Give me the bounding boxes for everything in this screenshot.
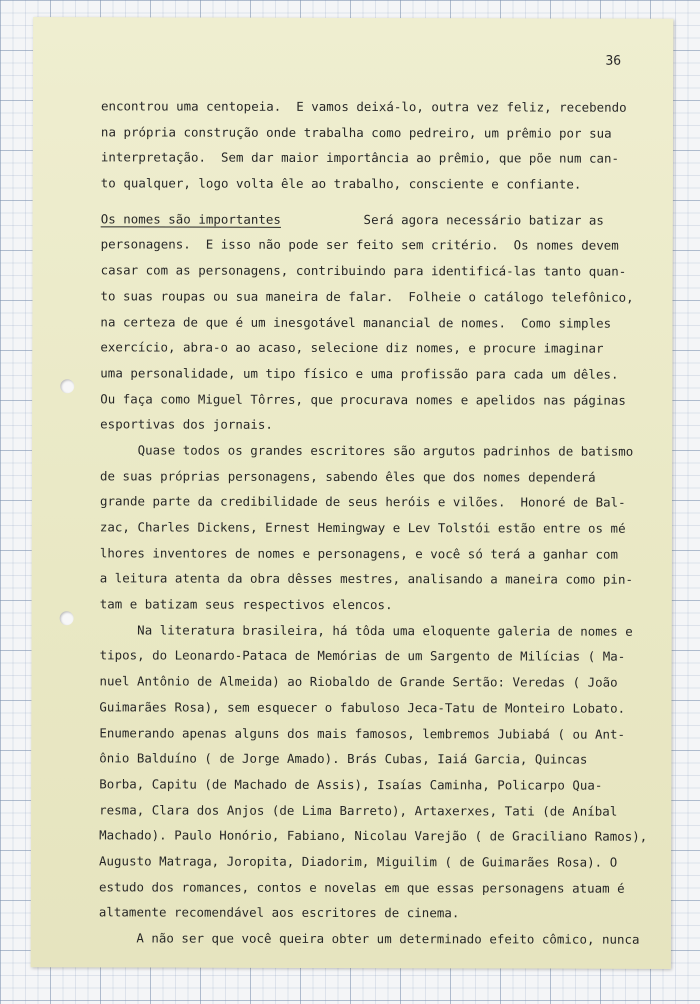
text-line: Enumerando apenas alguns dos mais famosos, lembremos Jubiabá ( ou Ant- xyxy=(99,724,626,742)
text-line: Quase todos os grandes escritores são argutos padrinhos de batismo xyxy=(100,442,634,459)
text-line: Machado). Paulo Honório, Fabiano, Nicolau Varejão ( de Graciliano Ramos), xyxy=(99,827,648,845)
text-line: a leitura atenta da obra dêsses mestres, analisando a maneira como pin- xyxy=(99,570,633,588)
text-line: personagens. E isso não pode ser feito sem critério. Os nomes devem xyxy=(100,236,619,254)
text-line: interpretação. Sem dar maior importância ao prêmio, que põe num can- xyxy=(100,149,620,167)
typed-text-body xyxy=(98,93,648,952)
paper-sheet xyxy=(31,17,673,969)
text-line: A não ser que você queira obter um determinado efeito cômico, nunca xyxy=(98,930,640,947)
text-line: tipos, do Leonardo-Pataca de Memórias de um Sargento de Milícias ( Ma- xyxy=(99,647,626,665)
text-line: zac, Charles Dickens, Ernest Hemingway e Lev Tolstói estão entre os mé xyxy=(99,519,626,536)
text-line: exercício, abra-o ao acaso, selecione diz nomes, e procure imaginar xyxy=(100,339,604,356)
text-line: na própria construção onde trabalha como pedreiro, um prêmio por sua xyxy=(100,124,612,141)
section-heading-line xyxy=(101,206,631,233)
punch-hole xyxy=(60,379,74,393)
text-line: Na literatura brasileira, há tôda uma eloquente galeria de nomes e xyxy=(99,622,633,639)
text-line: to qualquer, logo volta êle ao trabalho, consciente e confiante. xyxy=(100,175,582,192)
text-line: nuel Antônio de Almeida) ao Riobaldo de Grande Sertão: Veredas ( João xyxy=(99,673,618,690)
punch-hole xyxy=(60,611,74,625)
text-line: encontrou uma centopeia. E vamos deixá-lo, outra vez feliz, recebendo xyxy=(100,98,627,115)
text-line: na certeza de que é um inesgotável manancial de nomes. Como simples xyxy=(100,313,612,331)
text-line: Guimarães Rosa), sem esquecer o fabuloso Jeca-Tatu de Monteiro Lobato. xyxy=(99,699,626,716)
section-heading: Os nomes são importantes xyxy=(100,211,281,227)
text-line: resma, Clara dos Anjos (de Lima Barreto), Artaxerxes, Tati (de Aníbal xyxy=(99,801,618,819)
text-line: Borba, Capitu (de Machado de Assis), Isaías Caminha, Policarpo Qua- xyxy=(99,776,603,793)
text-line: casar com as personagens, contribuindo para identificá-las tanto quan- xyxy=(100,262,627,279)
text-line: lhores inventores de nomes e personagens, e você só terá a ganhar com xyxy=(99,545,619,562)
section-heading-rest: Será agora necessário batizar as xyxy=(280,211,604,228)
text-line: altamente recomendável aos escritores de cinema. xyxy=(98,904,460,921)
text-line: grande parte da credibilidade de seus heróis e vilões. Honoré de Bal- xyxy=(99,493,626,511)
text-line: Ou faça como Miguel Tôrres, que procurava nomes e apelidos nas páginas xyxy=(100,390,626,408)
text-line: estudo dos romances, contos e novelas em que essas personagens atuam é xyxy=(98,878,625,896)
text-line: ônio Balduíno ( de Jorge Amado). Brás Cubas, Iaiá Garcia, Quincas xyxy=(99,750,588,767)
page-number: 36 xyxy=(605,53,622,69)
text-line: esportivas dos jornais. xyxy=(100,416,273,433)
text-line: tam e batizam seus respectivos elencos. xyxy=(99,596,393,613)
text-line: uma personalidade, um tipo físico e uma profissão para cada um dêles. xyxy=(100,365,619,382)
text-line: to suas roupas ou sua maneira de falar. Folheie o catálogo telefônico, xyxy=(100,288,634,305)
text-line: de suas próprias personagens, sabendo êles que dos nomes dependerá xyxy=(100,467,596,485)
text-line: Augusto Matraga, Joropita, Diadorim, Miguilim ( de Guimarães Rosa). O xyxy=(99,853,618,870)
